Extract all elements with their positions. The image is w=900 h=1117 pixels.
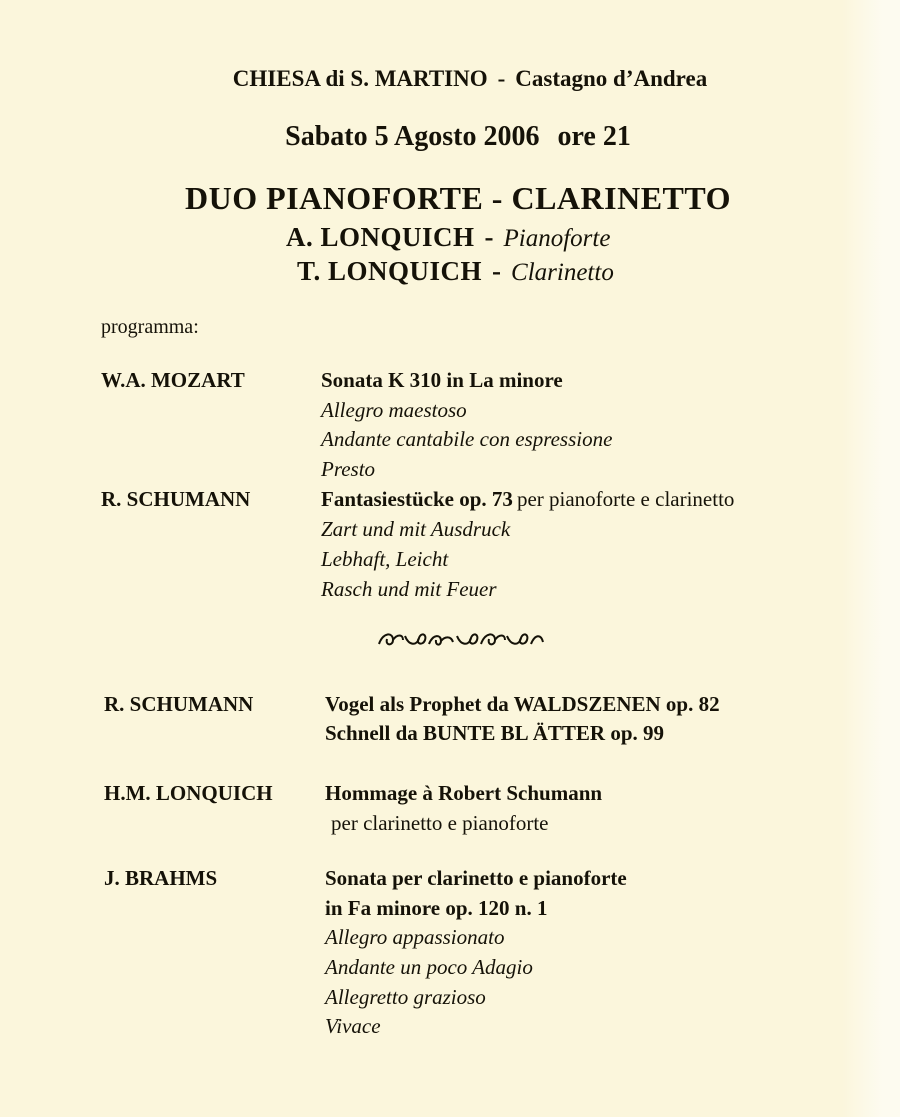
performer-dash: -: [492, 256, 502, 286]
venue-separator: -: [497, 66, 506, 91]
performer-name: A. LONQUICH: [286, 222, 475, 252]
performer-dash: -: [484, 222, 494, 252]
movement: Vivace: [325, 1014, 381, 1038]
performer-role: Pianoforte: [503, 225, 611, 252]
composer-mozart: W.A. MOZART: [101, 368, 245, 392]
paper-edge: [842, 0, 900, 1117]
performer-clarinettist: [297, 256, 614, 287]
performer-pianist: [286, 222, 610, 253]
work-instrumentation: per pianoforte e clarinetto: [516, 487, 735, 511]
work-title: Sonata K 310 in La minore: [321, 368, 563, 392]
movement: Allegretto grazioso: [325, 985, 486, 1009]
composer-schumann: R. SCHUMANN: [104, 692, 254, 716]
work-title: Vogel als Prophet da WALDSZENEN op. 82: [325, 692, 720, 716]
ornament-divider-icon: [375, 628, 547, 650]
movement: Andante un poco Adagio: [325, 955, 533, 979]
venue-line: [20, 66, 900, 92]
movement: Allegro appassionato: [325, 925, 505, 949]
movement: Presto: [321, 457, 376, 481]
concert-date: Sabato 5 Agosto 2006: [285, 121, 540, 152]
work-title: Fantasiestücke op. 73: [321, 487, 513, 511]
date-line: [8, 121, 900, 153]
movement: Andante cantabile con espressione: [321, 427, 613, 451]
movement: Allegro maestoso: [321, 398, 467, 422]
programme-label: programma:: [101, 316, 199, 338]
movement: Zart und mit Ausdruck: [321, 517, 511, 541]
work-line: [321, 487, 734, 512]
venue-place: Castagno d’Andrea: [515, 66, 708, 91]
work-title: in Fa minore op. 120 n. 1: [325, 896, 548, 920]
venue-name: CHIESA di S. MARTINO: [232, 66, 488, 91]
work-title: Sonata per clarinetto e pianoforte: [325, 866, 627, 890]
performer-name: T. LONQUICH: [297, 256, 483, 286]
performer-role: Clarinetto: [511, 259, 614, 286]
composer-schumann: R. SCHUMANN: [101, 487, 251, 511]
composer-lonquich: H.M. LONQUICH: [104, 781, 273, 805]
concert-time: ore 21: [557, 121, 631, 152]
movement: Lebhaft, Leicht: [321, 547, 449, 571]
work-title: Hommage à Robert Schumann: [325, 781, 603, 805]
ensemble-title: DUO PIANOFORTE - CLARINETTO: [184, 180, 732, 216]
work-title: Schnell da BUNTE BL ÄTTER op. 99: [325, 721, 665, 745]
work-instrumentation: per clarinetto e pianoforte: [331, 811, 549, 835]
movement: Rasch und mit Feuer: [321, 577, 497, 601]
composer-brahms: J. BRAHMS: [104, 866, 218, 890]
